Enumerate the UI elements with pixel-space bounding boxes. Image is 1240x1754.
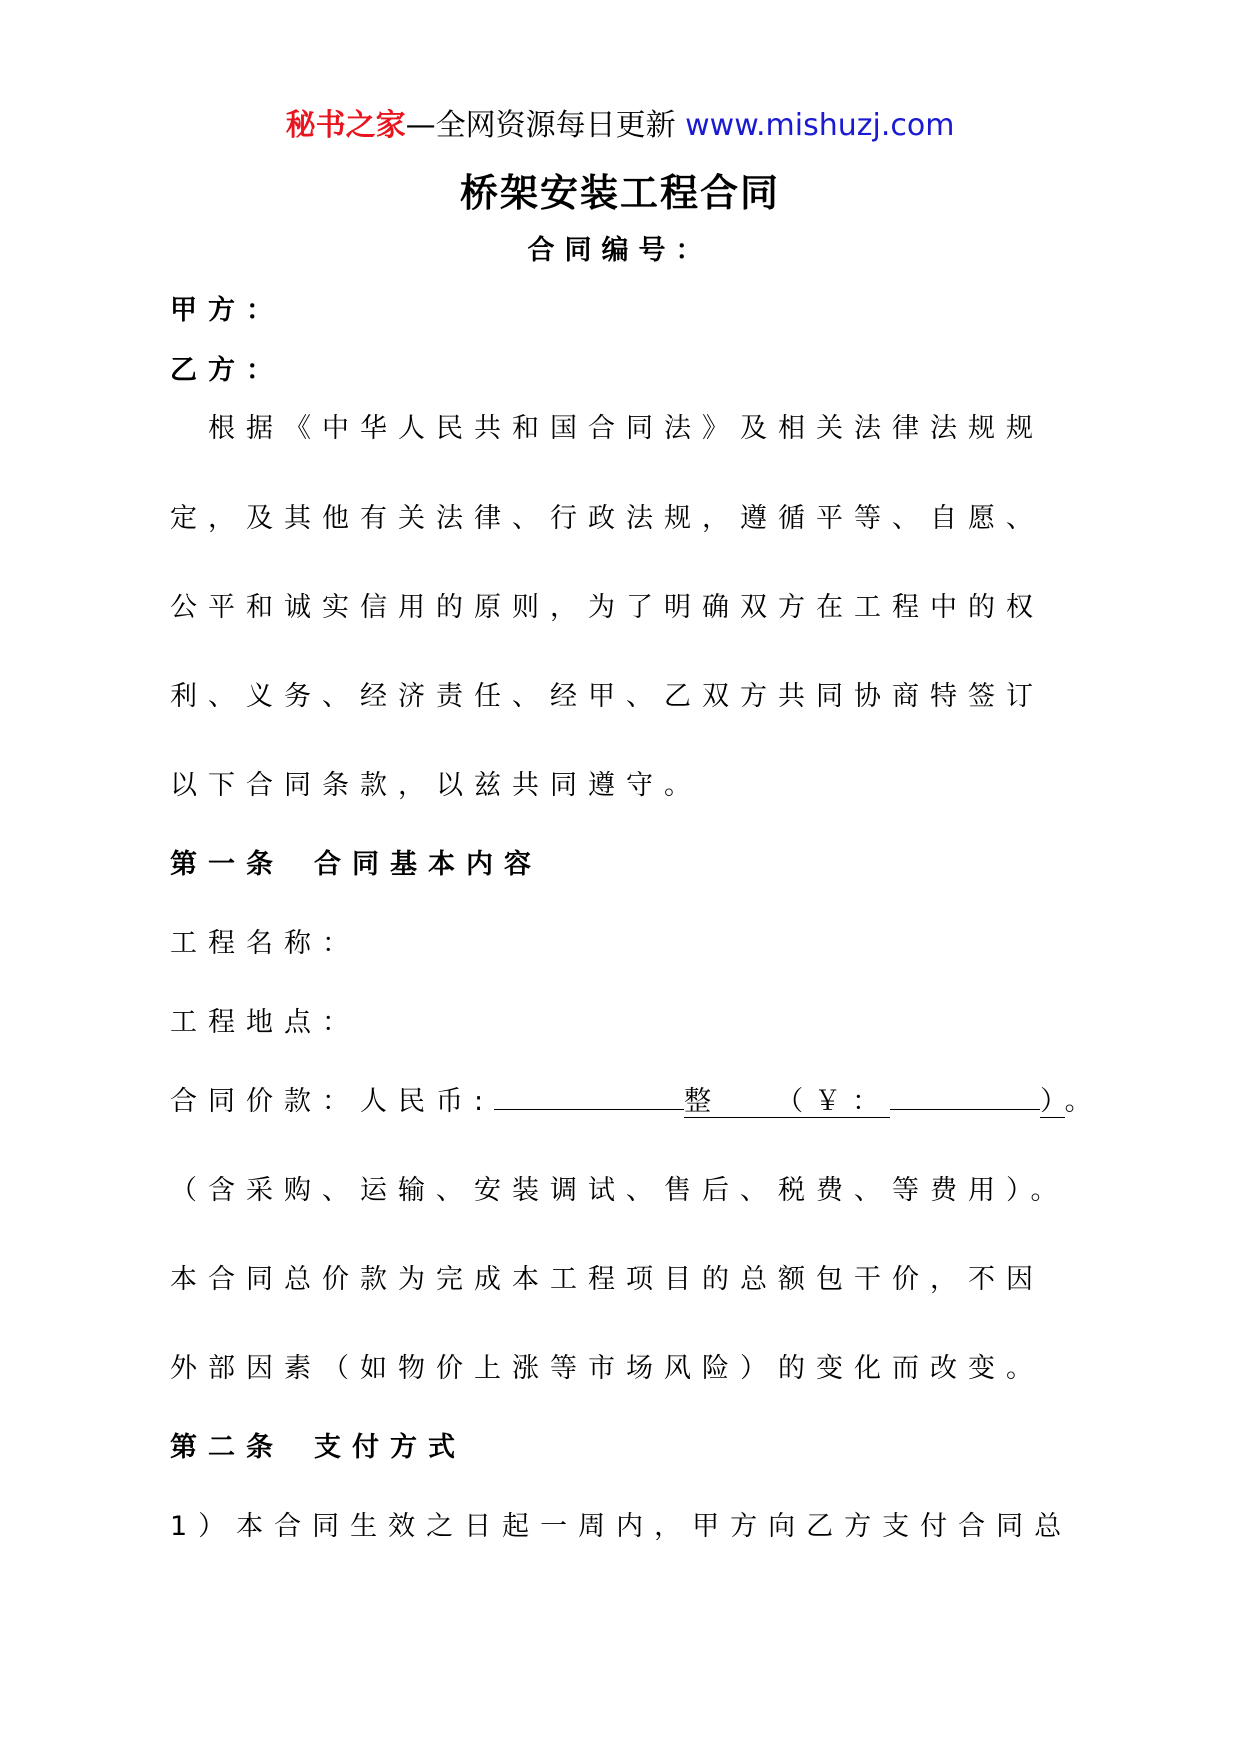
article-2-number: 第二条 [170,1432,284,1463]
price-label: 合同价款：人民币: [170,1086,495,1117]
preamble-line: 定，及其他有关法律、行政法规，遵循平等、自愿、 [170,503,1044,534]
header-dash: — [405,108,436,143]
project-name-label: 工程名称： [170,928,360,959]
party-a-label: 甲方： [170,295,284,326]
article-1-number: 第一条 [170,849,284,880]
site-url-link[interactable]: www.mishuzj.com [685,108,955,143]
preamble-line: 以下合同条款，以兹共同遵守。 [170,770,702,801]
article-2-title: 支付方式 [314,1432,466,1463]
party-b-label: 乙方： [170,355,284,386]
site-brand: 秘书之家 [285,108,406,143]
article-1-title: 合同基本内容 [314,849,542,880]
price-close: ） [1040,1086,1065,1117]
price-whole-text: 整 [684,1086,723,1117]
price-words-blank[interactable] [494,1081,684,1110]
article-2-heading [170,1425,1090,1464]
project-location-label: 工程地点： [170,1007,360,1038]
document-title: 桥架安装工程合同 [459,171,780,215]
lump-sum-line: 本合同总价款为完成本工程项目的总额包干价，不因 [170,1264,1044,1295]
article-1-heading [170,842,1090,881]
preamble-line: 根据《中华人民共和国合同法》及相关法律法规规 [170,413,1044,444]
preamble-line: 利、义务、经济责任、经甲、乙双方共同协商特签订 [170,681,1044,712]
preamble-line: 公平和诚实信用的原则，为了明确双方在工程中的权 [170,592,1044,623]
price-yuan-open: （￥： [776,1086,891,1117]
site-header [0,100,1240,144]
contract-price-line [170,1079,1103,1118]
header-tagline: 全网资源每日更新 [435,108,676,143]
price-end: 。 [1064,1086,1103,1117]
price-figures-blank[interactable] [890,1081,1040,1110]
lump-sum-line: 外部因素（如物价上涨等市场风险）的变化而改变。 [170,1353,1044,1384]
contract-number-label: 合同编号： [527,235,713,266]
price-includes-line: （含采购、运输、安装调试、售后、税费、等费用）。 [170,1175,1069,1206]
payment-item-1: 1）本合同生效之日起一周内，甲方向乙方支付合同总 [170,1511,1073,1542]
